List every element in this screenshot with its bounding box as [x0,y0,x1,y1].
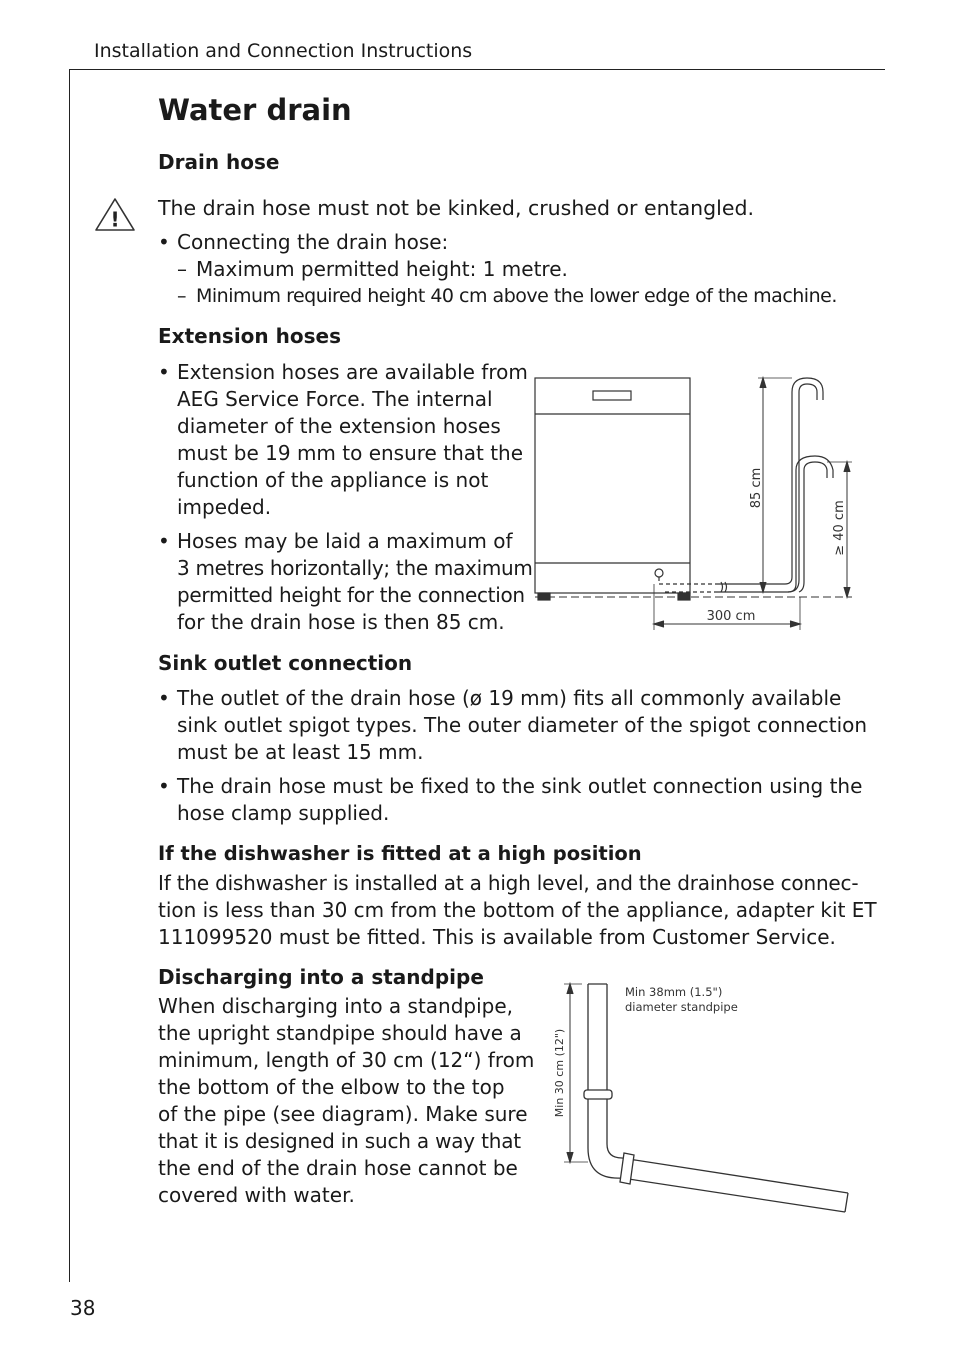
text-line: must be 19 mm to ensure that the [177,441,524,465]
text-line: sink outlet spigot types. The outer diameter of the spigot connection [177,713,868,737]
text-line: function of the appliance is not [177,468,489,492]
text-line: hose clamp supplied. [177,801,390,825]
drain-hose-connect-block [158,229,837,310]
text-line: the end of the drain hose cannot be [158,1156,518,1180]
extension-hoses-text [158,359,533,636]
text-line: covered with water. [158,1183,355,1207]
text-line: 3 metres horizontally; the maximum [177,556,533,580]
running-header: Installation and Connection Instructions [94,40,473,62]
text-line: Extension hoses are available from [177,360,528,384]
sink-outlet-heading: Sink outlet connection [158,651,413,675]
standpipe-left-wall [588,984,622,1178]
standpipe-right-wall [607,984,622,1158]
list-item: • Connecting the drain hose: [158,230,449,254]
label-diameter-line2: diameter standpipe [625,1000,738,1014]
text-line: impeded. [177,495,272,519]
text-line: for the drain hose is then 85 cm. [177,610,505,634]
list-item: • Extension hoses are available from AEG Service Force. The internal diameter of the extension hoses must be 19 mm to ensure that the function of the appliance is not impeded. [158,359,530,521]
page-number: 38 [70,1296,96,1320]
text-line: The drain hose must be fixed to the sink outlet connection using the [177,774,863,798]
drain-hose-heading: Drain hose [158,150,280,174]
dishwasher-outline [535,378,690,593]
text-line: tion is less than 30 cm from the bottom of the appliance, adapter kit ET [158,898,877,922]
text-line: AEG Service Force. The internal [177,387,493,411]
text-line: If the dishwasher is installed at a high level, and the drainhose connec- [158,871,859,895]
drain-height-diagram [530,370,860,635]
text-line: When discharging into a standpipe, [158,994,514,1018]
standpipe-diagram [540,978,855,1218]
high-position-heading: If the dishwasher is fitted at a high position [158,842,642,865]
page-title: Water drain [158,93,352,127]
warning-triangle-icon [93,196,137,234]
label-85cm: 85 cm [749,467,764,509]
text-line: the upright standpipe should have a [158,1021,522,1045]
drain-hose-top [622,1158,848,1193]
label-diameter-line1: Min 38mm (1.5") [625,985,723,999]
list-item: • The drain hose must be fixed to the sink outlet connection using the hose clamp supplied. [158,773,867,827]
text-line: minimum, length of 30 cm (12“) from [158,1048,535,1072]
control-panel [593,391,631,400]
extension-hoses-heading: Extension hoses [158,324,341,348]
list-item: – Minimum required height 40 cm above the lower edge of the machine. [177,285,837,307]
standpipe-text [158,993,534,1209]
text-line: 111099520 must be fitted. This is available from Customer Service. [158,925,836,949]
text-line: permitted height for the connection [177,583,525,607]
high-position-text [158,870,877,951]
list-item: • Hoses may be laid a maximum of 3 metres horizontally; the maximum permitted height for the connection for the drain hose is then 85 cm. [158,529,533,634]
svg-text:!: ! [110,207,120,232]
text-line: of the pipe (see diagram). Make sure [158,1102,528,1126]
text-line: must be at least 15 mm. [177,740,424,764]
drain-hose-bottom [622,1178,845,1212]
standpipe-heading: Discharging into a standpipe [158,965,484,989]
text-line: Hoses may be laid a maximum of [177,529,513,553]
text-line: that it is designed in such a way that [158,1129,521,1153]
text-line: the bottom of the elbow to the top [158,1075,505,1099]
label-300cm: 300 cm [706,609,756,624]
header-rule [70,69,885,70]
text-line: The outlet of the drain hose (ø 19 mm) fits all commonly available [177,686,842,710]
drain-hose-warning: The drain hose must not be kinked, crushed or entangled. [158,196,755,220]
text-line: diameter of the extension hoses [177,414,501,438]
dash-text: Minimum required height 40 cm above the lower edge of the machine. [196,285,837,307]
label-40cm: ≥ 40 cm [832,500,847,556]
sink-outlet-text [158,685,867,827]
margin-rule [69,69,70,1282]
list-item: – Maximum permitted height: 1 metre. [177,257,568,281]
label-min-30cm: Min 30 cm (12") [553,1028,566,1118]
bullet-text: Connecting the drain hose: [177,230,449,254]
dash-text: Maximum permitted height: 1 metre. [196,257,568,281]
list-item: • The outlet of the drain hose (ø 19 mm) fits all commonly available sink outlet spigot types. The outer diameter of the spigot connection must be at least 15 mm. [158,686,868,764]
